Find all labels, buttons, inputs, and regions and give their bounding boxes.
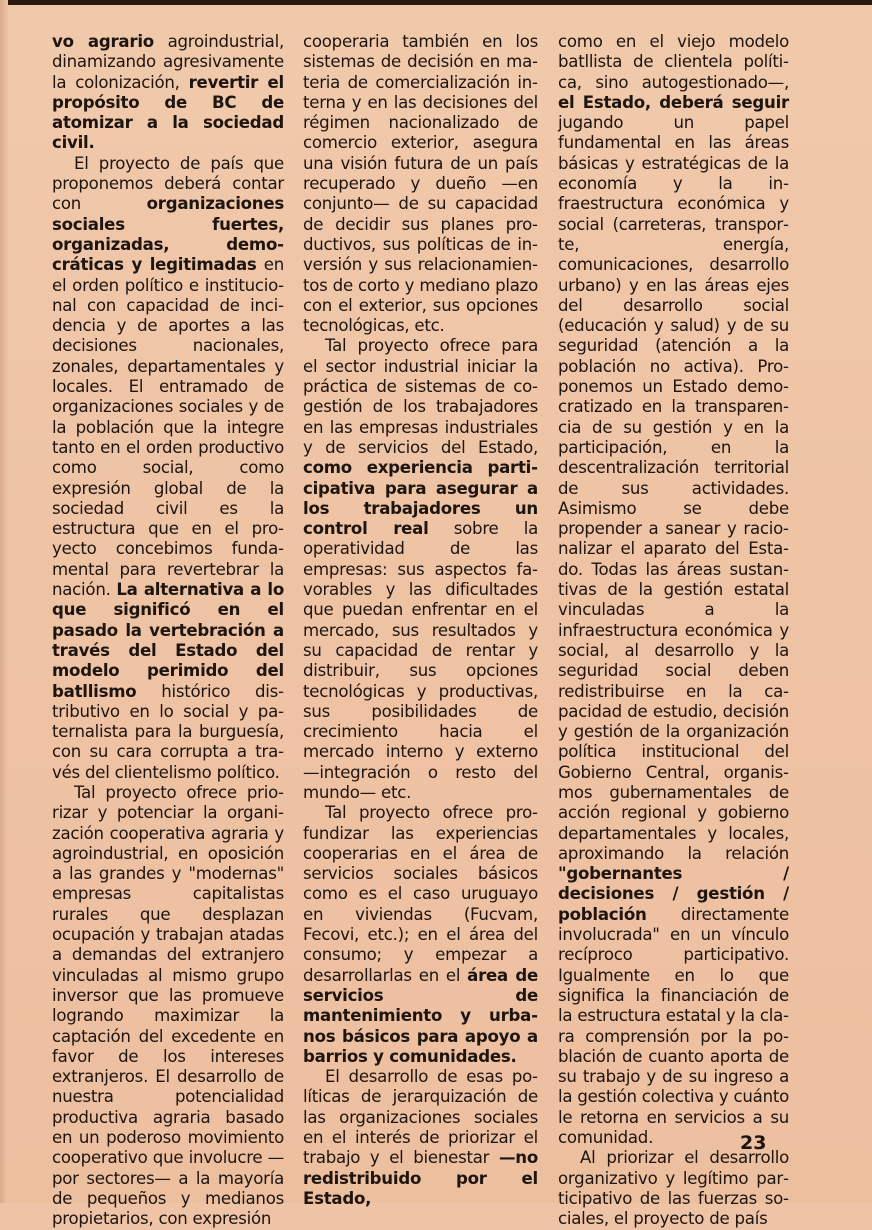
bold-text-run: "gobernantes / decisiones / gestión / población xyxy=(558,864,789,924)
bold-text-run: —no redistribuido por el Estado, xyxy=(303,1148,538,1208)
text-run: Tal proyecto ofrece priorizar y potenciar la organización cooperativa agraria y agroindustrial, en oposición a las grandes y "modernas" empresas capitalistas rurales que desplazan ocupación y trabajan atadas a demandas del extranjero vinculadas al mismo grupo inversor que las promueve logrando maximizar la captación del excedente en favor de los intereses extranjeros. El desarrollo de nuestra potencialidad productiva agraria basado en un poderoso movimiento cooperativo que involucre —por sectores— a la mayoría de pequeños y medianos propietarios, con expresión xyxy=(52,782,284,1229)
page-top-border xyxy=(0,0,872,5)
text-run: El proyecto de país que proponemos deberá contar con xyxy=(52,153,284,214)
text-column-right xyxy=(558,32,789,1230)
paragraph xyxy=(52,32,284,154)
text-run: sobre la operatividad de las empresas: sus aspectos favorables y las dificultades que puedan enfrentar en el mercado, sus resultados y su capacidad de rentar y distribuir, sus opciones tecnológicas y productivas, sus posibilidades de crecimiento hacia el mercado interno y externo —integración o resto del mundo— etc. xyxy=(303,519,538,802)
text-run: El desarrollo de esas políticas de jerarquización de las organizaciones sociales en el interés de priorizar el trabajo y el bienestar xyxy=(303,1067,538,1168)
paragraph xyxy=(52,783,284,1230)
text-run: directamente involucrada" en un vínculo recíproco participativo. Igualmente en lo que significa la financiación de la estructura estatal y la clara comprensión por la población de cuanto aporta de su trabajo y de su ingreso a la gestión colectiva y cuánto le retorna en servicios a su comunidad. xyxy=(558,904,789,1148)
bold-text-run: el Estado, deberá seguir xyxy=(558,92,789,112)
bold-text-run: vo agrario xyxy=(52,32,154,51)
text-run: cooperaria también en los sistemas de decisión en materia de comercialización interna y en las decisiones del régimen nacionalizado de comercio exterior, asegura una visión futura de un país recuperado y dueño —en conjunto— de su capacidad de decidir sus planes productivos, sus políticas de inversión y sus relacionamientos de corto y mediano plazo con el exterior, sus opciones tecnológicas, etc. xyxy=(303,32,538,336)
paragraph xyxy=(558,1148,789,1229)
paragraph xyxy=(303,1067,538,1209)
bold-text-run: organizaciones sociales fuertes, organizadas, democráticas y legitimadas xyxy=(52,194,284,275)
bold-text-run: como experiencia participativa para asegurar a los trabajadores un control real xyxy=(303,458,538,539)
text-column-left xyxy=(52,32,284,1230)
paragraph xyxy=(303,32,538,336)
text-column-middle xyxy=(303,32,538,1209)
text-run: en el orden político e institucional con capacidad de incidencia y de aportes a las decisiones nacionales, zonales, departamentales y locales. El entramado de organizaciones sociales y de la población que la integre tanto en el orden productivo como social, como expresión global de la sociedad civil es la estructura que en el proyecto concebimos fundamental para revertebrar la nación. xyxy=(52,255,284,600)
text-run: como en el viejo modelo batllista de clientela política, sino autogestionado—, xyxy=(558,32,789,92)
text-run: histórico distributivo en lo social y paternalista para la burguesía, con su cara corrupta a través del clientelismo político. xyxy=(52,681,284,782)
paragraph xyxy=(52,154,284,783)
text-run: Tal proyecto ofrece profundizar las experiencias cooperarias en el área de servicios sociales básicos como es el caso uruguayo en viviendas (Fucvam, Fecovi, etc.); en el área del consumo; y empezar a desarrollarlas en el xyxy=(303,803,538,985)
page-number: 23 xyxy=(740,1132,767,1154)
bold-text-run: La alternativa a lo que significó en el pasado la vertebración a través del Estado del modelo perimido del batllismo xyxy=(52,580,284,701)
paragraph xyxy=(558,32,789,1148)
text-run: Tal proyecto ofrece para el sector industrial iniciar la práctica de sistemas de cogestión de los trabajadores en las empresas industriales y de servicios del Estado, xyxy=(303,336,538,457)
text-run: Al priorizar el desarrollo organizativo y legítimo participativo de las fuerzas sociales, el proyecto de país xyxy=(558,1148,789,1229)
text-run: agroindustrial, dinamizando agresivamente la colonización, xyxy=(52,32,284,92)
paragraph xyxy=(303,803,538,1067)
page-binding-edge xyxy=(0,0,8,1203)
text-run: jugando un papel fundamental en las áreas básicas y estratégicas de la economía y la infraestructura económica y social (carreteras, transporte, energía, comunicaciones, desarrollo urbano) y en las áreas ejes del desarrollo social (educación y salud) y de su seguridad (atención a la población no activa). Proponemos un Estado democratizado en la transparencia de su gestión y en la participación, en la descentralización territorial de sus actividades. Asimismo se debe propender a sanear y racionalizar el aparato del Estado. Todas las áreas sustantivas de la gestión estatal vinculadas a la infraestructura económica y social, al desarrollo y la seguridad social deben redistribuirse en la capacidad de estudio, decisión y gestión de la organización política institucional del Gobierno Central, organismos gubernamentales de acción regional y gobierno departamentales y locales, aproximando la relación xyxy=(558,113,789,863)
bold-text-run: área de servicios de mantenimiento y urbanos básicos para apoyo a barrios y comunidades. xyxy=(303,965,539,1066)
bold-text-run: revertir el propósito de BC de atomizar a la sociedad civil. xyxy=(52,72,284,153)
paragraph xyxy=(303,336,538,803)
